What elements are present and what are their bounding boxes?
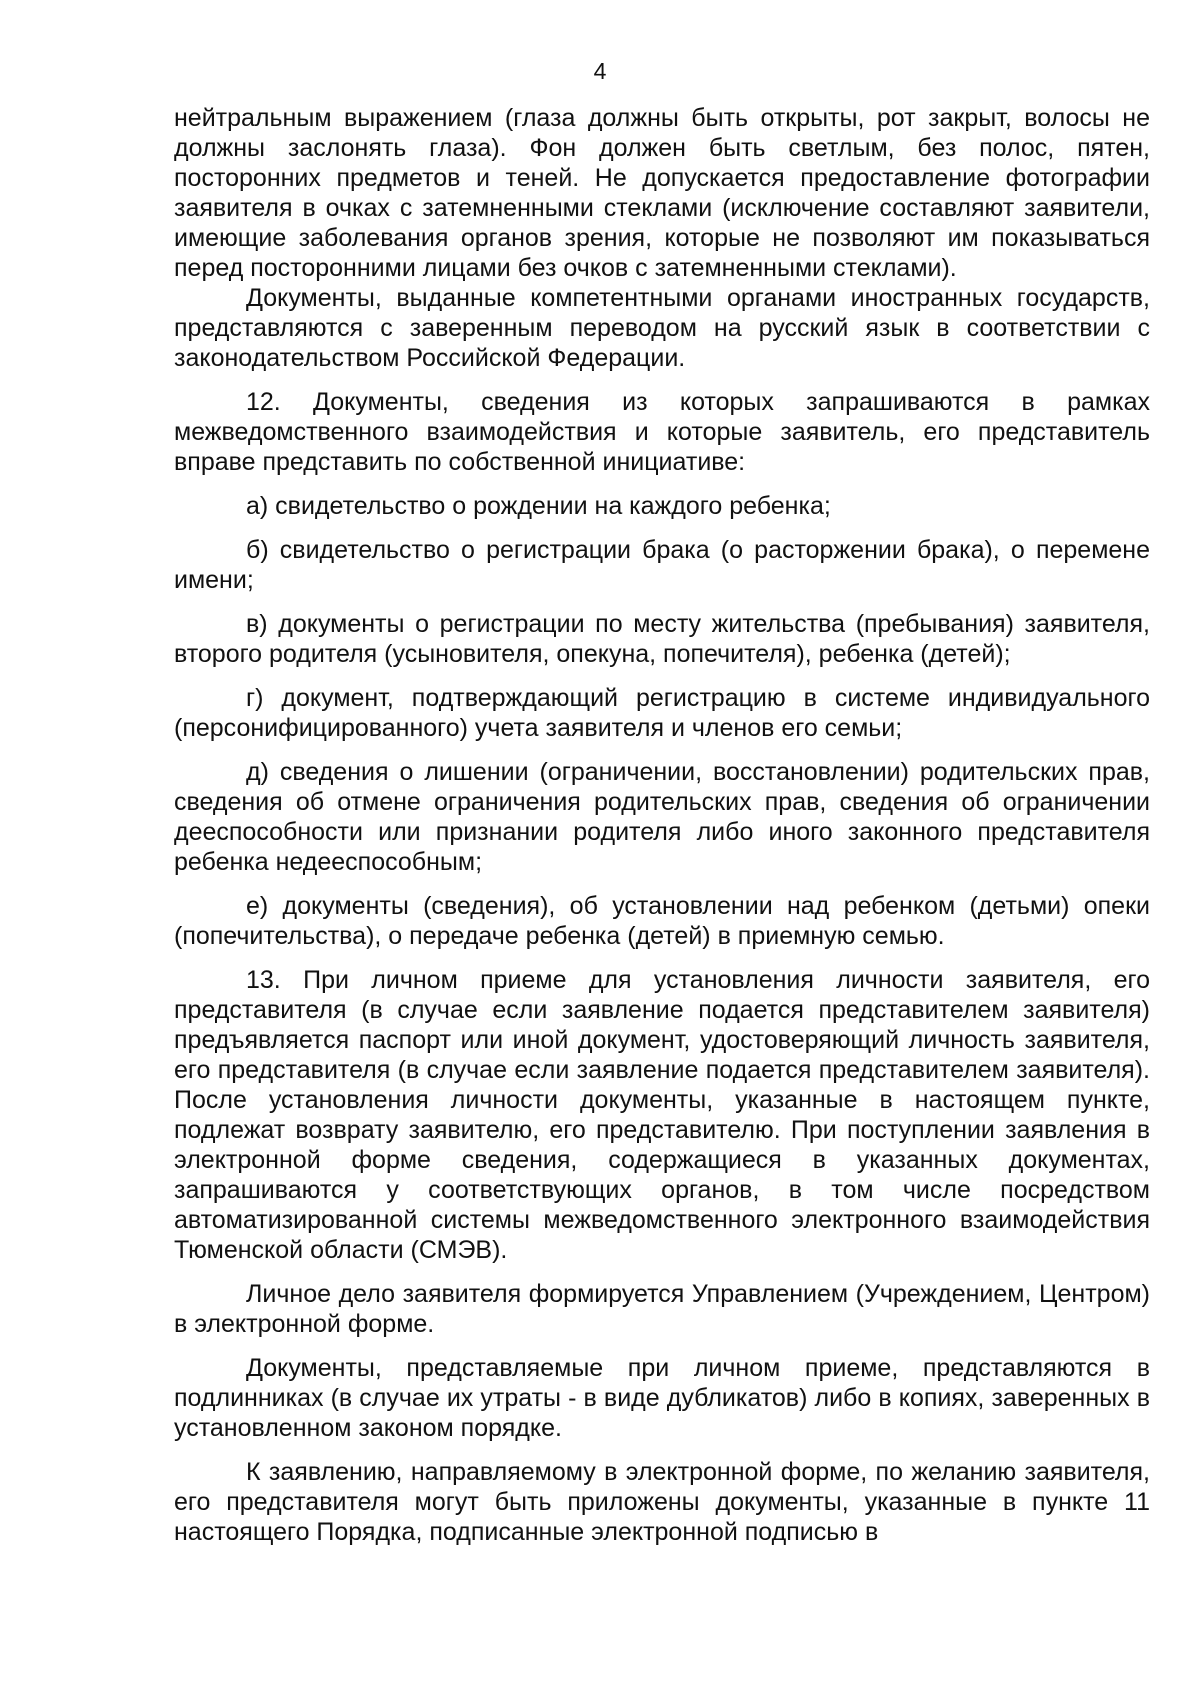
document-body — [174, 103, 1150, 1561]
list-item-a: а) свидетельство о рождении на каждого ребенка; — [246, 492, 831, 520]
paragraph-foreign-documents: Документы, выданные компетентными органами иностранных государств, представляются с заверенным переводом на русский язык в соответствии с законодательством Российской Федерации. — [174, 284, 1150, 372]
paragraph-originals: Документы, представляемые при личном приеме, представляются в подлинниках (в случае их утраты - в виде дубликатов) либо в копиях, заверенных в установленном законом порядке. — [174, 1354, 1150, 1442]
paragraph-electronic-attachments: К заявлению, направляемому в электронной форме, по желанию заявителя, его представителя могут быть приложены документы, указанные в пункте 11 настоящего Порядка, подписанные электронной подписью в — [174, 1458, 1150, 1546]
paragraph-photo-requirements-continued: нейтральным выражением (глаза должны быть открыты, рот закрыт, волосы не должны заслонять глаза). Фон должен быть светлым, без полос, пятен, посторонних предметов и теней. Не допускается предоставление фотографии заявителя в очках с затемненными стеклами (исключение составляют заявители, имеющие заболевания органов зрения, которые не позволяют им показываться перед посторонними лицами без очков с затемненными стеклами). — [174, 104, 1150, 282]
list-item-e: е) документы (сведения), об установлении над ребенком (детьми) опеки (попечительства), о передаче ребенка (детей) в приемную семью. — [174, 892, 1150, 950]
paragraph-item-12: 12. Документы, сведения из которых запрашиваются в рамках межведомственного взаимодействия и которые заявитель, его представитель вправе представить по собственной инициативе: — [174, 388, 1150, 476]
list-item-d: д) сведения о лишении (ограничении, восстановлении) родительских прав, сведения об отмене ограничения родительских прав, сведения об ограничении дееспособности или признании родителя либо иного законного представителя ребенка недееспособным; — [174, 758, 1150, 876]
list-item-b: б) свидетельство о регистрации брака (о расторжении брака), о перемене имени; — [174, 536, 1150, 594]
list-item-g: г) документ, подтверждающий регистрацию в системе индивидуального (персонифицированного) учета заявителя и членов его семьи; — [174, 684, 1150, 742]
paragraph-personal-file: Личное дело заявителя формируется Управлением (Учреждением, Центром) в электронной форме. — [174, 1280, 1150, 1338]
list-item-v: в) документы о регистрации по месту жительства (пребывания) заявителя, второго родителя (усыновителя, опекуна, попечителя), ребенка (детей); — [174, 610, 1150, 668]
paragraph-item-13: 13. При личном приеме для установления личности заявителя, его представителя (в случае если заявление подается представителем заявителя) предъявляется паспорт или иной документ, удостоверяющий личность заявителя, его представителя (в случае если заявление подается представителем заявителя). После установления личности документы, указанные в настоящем пункте, подлежат возврату заявителю, его представителю. При поступлении заявления в электронной форме сведения, содержащиеся в указанных документах, запрашиваются у соответствующих органов, в том числе посредством автоматизированной системы межведомственного электронного взаимодействия Тюменской области (СМЭВ). — [174, 966, 1150, 1264]
page-number: 4 — [593, 58, 607, 84]
